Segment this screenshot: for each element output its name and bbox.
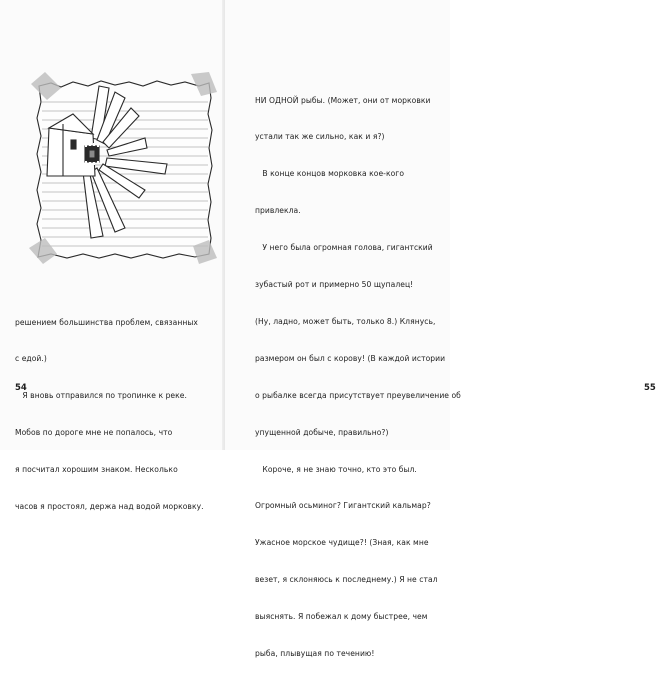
text-line: с едой.) — [15, 354, 47, 364]
text-line: НИ ОДНОЙ рыбы. (Может, они от морковки — [255, 95, 431, 105]
text-line: о рыбалке всегда присутствует преувеличение об — [255, 390, 461, 400]
text-line: Огромный осьминог? Гигантский кальмар? — [255, 501, 431, 511]
text-line: выяснять. Я побежал к дому быстрее, чем — [255, 612, 428, 622]
text-line: Ужасное морское чудище?! (Зная, как мне — [255, 538, 429, 548]
text-line: (Ну, ладно, может быть, только 8.) Клянусь, — [255, 316, 436, 326]
left-page — [0, 0, 225, 512]
text-line: упущенной добыче, правильно?) — [255, 427, 389, 437]
text-line: решением большинства проблем, связанных — [15, 317, 198, 327]
text-line: везет, я склоняюсь к последнему.) Я не стал — [255, 575, 438, 585]
text-line: Мобов по дороге мне не попалось, что — [15, 428, 173, 438]
text-line: У него была огромная голова, гигантский — [255, 243, 433, 253]
page-number-left: 54 — [15, 383, 27, 393]
text-line: В конце концов морковка кое-кого — [255, 169, 405, 179]
text-line: рыба, плывущая по течению! — [255, 648, 375, 658]
right-page-text — [255, 70, 461, 685]
text-line: размером он был с корову! (В каждой истории — [255, 353, 446, 363]
text-line: часов я простоял, держа над водой морковку. — [15, 502, 204, 512]
page-number-right: 55 — [644, 383, 656, 393]
left-page-text — [15, 292, 204, 538]
text-line: устали так же сильно, как и я?) — [255, 132, 385, 142]
text-line: Я вновь отправился по тропинке к реке. — [15, 391, 187, 401]
text-line: я посчитал хорошим знаком. Несколько — [15, 465, 178, 475]
squid-illustration — [33, 78, 215, 262]
text-line: привлекла. — [255, 206, 301, 216]
text-line: зубастый рот и примерно 50 щупалец! — [255, 280, 414, 290]
text-line: Короче, я не знаю точно, кто это был. — [255, 464, 417, 474]
